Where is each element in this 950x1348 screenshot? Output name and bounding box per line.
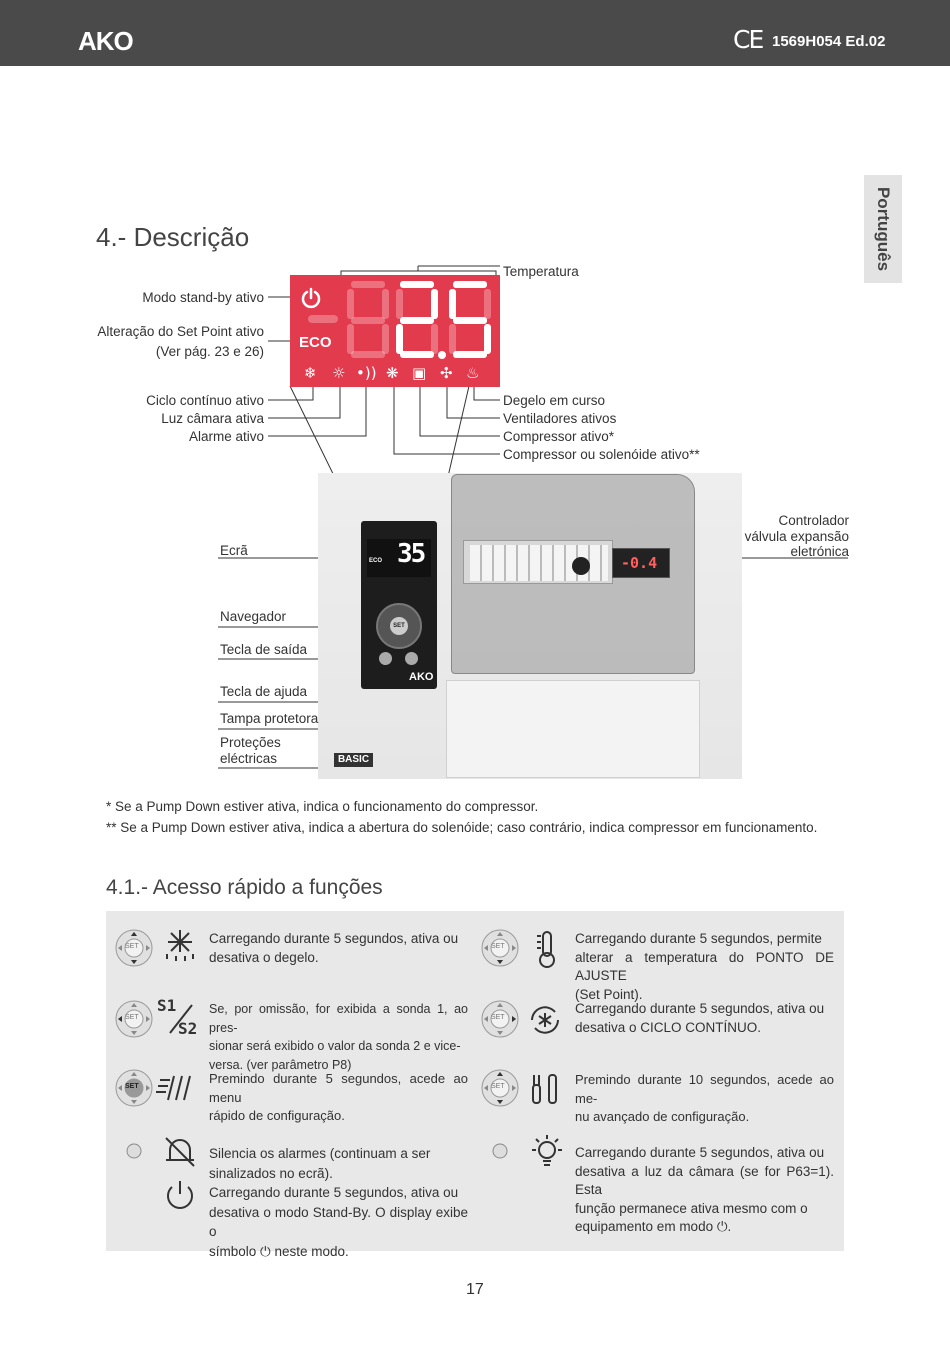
continuous-cycle-icon: ❄ — [304, 364, 317, 382]
label-standby: Modo stand-by ativo — [142, 290, 264, 305]
label-exit-key: Tecla de saída — [220, 642, 308, 657]
alarm-icon: •)) — [356, 364, 377, 382]
label-alarm: Alarme ativo — [188, 429, 264, 444]
defrost-icon: ♨ — [466, 364, 480, 382]
subsection-title: 4.1.- Acesso rápido a funções — [106, 876, 383, 899]
label-help-key: Tecla de ajuda — [220, 684, 308, 699]
label-controller-3: eletrónica — [790, 544, 849, 559]
set-label: SET — [125, 1083, 139, 1090]
quick-item-light: Carregando durante 5 segundos, ativa ou desativa a luz da câmara (se for P63=1). Esta função permanece ativa mesmo com o equipamento em modo ⏻. — [575, 1145, 834, 1234]
quick-item-advanced-config: Premindo durante 10 segundos, acede ao me- nu avançado de configuração. — [575, 1072, 834, 1124]
language-label: Português — [874, 186, 893, 272]
label-cover: Tampa protetora — [220, 711, 319, 726]
ako-logo: AKO — [78, 26, 133, 56]
footnote-2: ** Se a Pump Down estiver ativa, indica a abertura do solenóide; caso contrário, indica compressor em funcionamento. — [106, 820, 818, 835]
label-setpoint-ref: (Ver pág. 23 e 26) — [155, 344, 264, 359]
label-compressor: Compressor ativo* — [503, 429, 615, 444]
eco-indicator: ECO — [299, 334, 332, 351]
label-continuous-cycle: Ciclo contínuo ativo — [146, 393, 264, 408]
set-label: SET — [125, 943, 139, 950]
label-screen: Ecrã — [220, 543, 248, 558]
photo-display-value: 35 — [397, 539, 425, 569]
quick-item-defrost: Carregando durante 5 segundos, ativa ou desativa o degelo. — [209, 931, 459, 965]
label-controller: Controlador — [778, 513, 849, 528]
set-label: SET — [125, 1014, 139, 1021]
section-title: 4.- Descrição — [96, 222, 250, 252]
valve-display: -0.4 — [621, 554, 658, 572]
label-temperature: Temperatura — [503, 264, 579, 279]
set-label: SET — [491, 1014, 505, 1021]
document-reference: 1569H054 Ed.02 — [772, 33, 886, 50]
label-protections: Proteções — [220, 735, 281, 750]
page-number: 17 — [466, 1281, 484, 1298]
s1-icon: S1 — [157, 996, 177, 1015]
light-icon: ☼ — [332, 364, 346, 382]
label-setpoint: Alteração do Set Point ativo — [97, 324, 264, 339]
ce-mark: CE — [733, 25, 763, 54]
quick-item-quick-config: Premindo durante 5 segundos, acede ao menu rápido de configuração. — [209, 1071, 468, 1123]
label-navigator: Navegador — [220, 609, 287, 624]
compressor-icon: ▣ — [412, 364, 427, 382]
quick-item-probe: Se, por omissão, for exibida a sonda 1, ao pres- sionar será exibido o valor da sonda 2 e vice- versa. (ver parâmetro P8) — [209, 1002, 468, 1072]
controller-brand: AKO — [409, 671, 434, 683]
basic-badge: BASIC — [334, 753, 373, 767]
set-button[interactable]: SET — [390, 617, 408, 635]
quick-item-continuous: Carregando durante 5 segundos, ativa ou desativa o CICLO CONTÍNUO. — [575, 1001, 825, 1035]
label-defrost: Degelo em curso — [503, 393, 606, 408]
label-fans: Ventiladores ativos — [503, 411, 617, 426]
quick-item-alarm-standby: Silencia os alarmes (continuam a ser sinalizados no ecrã). Carregando durante 5 segundos, ativa ou desativa o modo Stand-By. O display exibe o símbolo ⏻ neste modo. — [209, 1146, 468, 1259]
compressor-solenoid-icon: ❋ — [386, 364, 399, 382]
label-protections-2: eléctricas — [220, 751, 278, 766]
s2-icon: S2 — [178, 1019, 198, 1038]
label-compressor-solenoid: Compressor ou solenóide ativo** — [503, 447, 700, 462]
photo-eco: ECO — [369, 558, 383, 564]
footnote-1: * Se a Pump Down estiver ativa, indica o funcionamento do compressor. — [106, 799, 539, 814]
quick-item-setpoint: Carregando durante 5 segundos, permite alterar a temperatura do PONTO DE AJUSTE (Set Point). — [575, 931, 834, 1002]
set-label: SET — [491, 1083, 505, 1090]
set-label: SET — [491, 943, 505, 950]
label-controller-2: válvula expansão — [744, 529, 849, 544]
fan-icon: ✣ — [440, 364, 453, 382]
label-chamber-light: Luz câmara ativa — [161, 411, 264, 426]
